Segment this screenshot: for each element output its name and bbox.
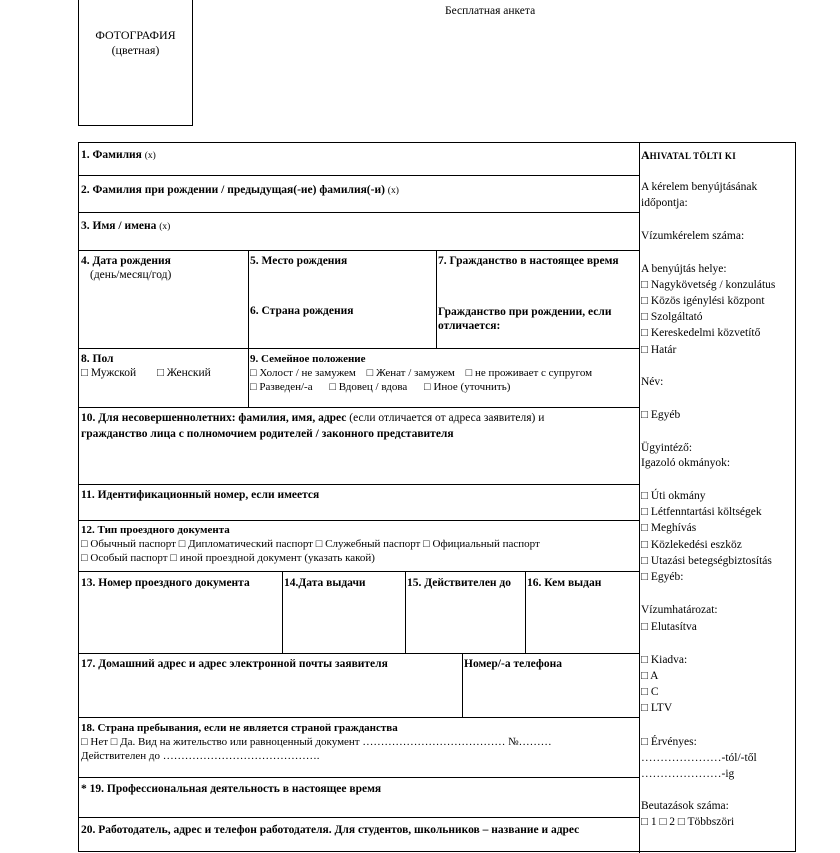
field-document-type [81, 523, 540, 565]
sidebar-name: Név: [641, 376, 664, 388]
row-divider [79, 250, 639, 251]
sidebar-checkbox-issued[interactable]: □ Kiadva: [641, 654, 688, 666]
field-residence-country [81, 721, 552, 763]
sidebar-checkbox-subsistence[interactable]: □ Létfenntartási költségek [641, 506, 762, 518]
field-nationality-label[interactable]: 7. Гражданство в настоящее время [438, 255, 619, 267]
sidebar-checkbox-provider[interactable]: □ Szolgáltató [641, 311, 703, 323]
field-surname-label: 1. Фамилия [81, 149, 142, 161]
sidebar-checkbox-insurance[interactable]: □ Utazási betegségbiztosítás [641, 555, 772, 567]
sidebar-application-number: Vízumkérelem száma: [641, 230, 745, 242]
col-divider [248, 250, 249, 348]
field-residence-country-label: 18. Страна пребывания, если не является страной гражданства [81, 722, 398, 734]
residence-permit-valid-until[interactable]: Действителен до ……………………………………. [81, 750, 320, 762]
sidebar-entries-count: Beutazások száma: [641, 800, 729, 812]
row-divider [79, 484, 639, 485]
field-home-address-label[interactable]: 17. Домашний адрес и адрес электронной почты заявителя [81, 658, 388, 670]
checkbox-divorced[interactable]: □ Разведен/-а [250, 381, 313, 393]
field-birth-date-label: 4. Дата рождения [81, 255, 171, 267]
field-marital-status-label: 9. Семейное положение [250, 353, 366, 365]
field-birth-date[interactable] [81, 254, 171, 282]
sidebar-checkbox-border[interactable]: □ Határ [641, 344, 677, 356]
checkbox-married[interactable]: □ Женат / замужем [366, 367, 455, 379]
sidebar-submission-place: A benyújtás helye: [641, 263, 727, 275]
col-divider [525, 571, 526, 653]
office-use-letter: A [641, 148, 650, 162]
field-issue-date-label[interactable]: 14.Дата выдачи [284, 577, 366, 589]
sidebar-checkbox-intermediary[interactable]: □ Kereskedelmi közvetítő [641, 327, 761, 339]
field-birth-date-format: (день/месяц/год) [90, 269, 172, 281]
row-divider [79, 817, 639, 818]
application-form [78, 142, 796, 852]
required-mark: (x) [144, 151, 156, 161]
checkbox-single[interactable]: □ Холост / не замужем [250, 367, 356, 379]
row-divider [79, 571, 639, 572]
field-occupation-label[interactable]: * 19. Профессиональная деятельность в настоящее время [81, 783, 382, 795]
row-divider [79, 520, 639, 521]
field-birth-surname-label: 2. Фамилия при рождении / предыдущая(-ие) фамилия(-и) [81, 184, 385, 196]
field-birth-country-label[interactable]: 6. Страна рождения [250, 305, 354, 317]
field-document-number-label[interactable]: 13. Номер проездного документа [81, 577, 250, 589]
row-divider [79, 653, 639, 654]
sidebar-divider [639, 143, 640, 853]
row-divider [79, 175, 639, 176]
col-divider [405, 571, 406, 653]
sidebar-checkbox-c[interactable]: □ C [641, 686, 659, 698]
required-mark: (x) [387, 186, 399, 196]
free-form-note: Бесплатная анкета [445, 5, 536, 17]
document-type-options-row2[interactable]: □ Особый паспорт □ иной проездной документ (указать какой) [81, 552, 375, 564]
row-divider [79, 212, 639, 213]
sidebar-case-officer: Ügyintéző: [641, 442, 693, 454]
sidebar-checkbox-other-doc[interactable]: □ Egyéb: [641, 571, 684, 583]
col-divider [282, 571, 283, 653]
sidebar-supporting-docs: Igazoló okmányok: [641, 457, 731, 469]
checkbox-female[interactable]: □ Женский [156, 367, 211, 379]
checkbox-other[interactable]: □ Иное (уточнить) [424, 381, 511, 393]
office-use-caption: HIVATAL TÖLTI KI [649, 151, 737, 161]
office-use-heading [641, 148, 736, 164]
field-birth-nationality[interactable] [438, 305, 611, 333]
sidebar-submission-date-2: időpontja: [641, 197, 688, 209]
col-divider [462, 653, 463, 717]
field-guardian-note: (если отличается от адреса заявителя) и [346, 412, 545, 424]
sidebar-checkbox-invitation[interactable]: □ Meghívás [641, 522, 697, 534]
residence-permit-options[interactable]: □ Нет □ Да. Вид на жительство или равноценный документ ………………………………… №……… [81, 736, 552, 748]
required-mark: (x) [159, 222, 171, 232]
sidebar-checkbox-valid[interactable]: □ Érvényes: [641, 736, 697, 748]
field-marital-status [250, 352, 592, 394]
photo-title: ФОТОГРАФИЯ [95, 28, 176, 42]
checkbox-widowed[interactable]: □ Вдовец / вдова [329, 381, 408, 393]
field-guardian-label-line2: гражданство лица с полномочием родителей / законного представителя [81, 428, 454, 440]
sidebar-checkbox-travel-doc[interactable]: □ Úti okmány [641, 490, 706, 502]
field-issued-by-label[interactable]: 16. Кем выдан [527, 577, 602, 589]
sidebar-checkbox-transport[interactable]: □ Közlekedési eszköz [641, 539, 742, 551]
field-sex [81, 352, 211, 380]
photo-box [78, 0, 193, 126]
sidebar-submission-date: A kérelem benyújtásának [641, 181, 758, 193]
sidebar-checkbox-embassy[interactable]: □ Nagykövetség / konzulátus [641, 279, 776, 291]
field-birth-nationality-line1: Гражданство при рождении, если [438, 306, 612, 318]
checkbox-male[interactable]: □ Мужской [81, 367, 137, 379]
row-divider [79, 717, 639, 718]
checkbox-separated[interactable]: □ не проживает с супругом [465, 367, 593, 379]
field-guardian-label: 10. Для несовершеннолетних: фамилия, имя, адрес [81, 412, 347, 424]
sidebar-entries-options[interactable]: □ 1 □ 2 □ Többszöri [641, 816, 735, 828]
sidebar-checkbox-refused[interactable]: □ Elutasítva [641, 621, 697, 633]
col-divider [436, 250, 437, 348]
field-first-name-label: 3. Имя / имена [81, 220, 157, 232]
document-type-options-row1[interactable]: □ Обычный паспорт □ Дипломатический паспорт □ Служебный паспорт □ Официальный паспорт [81, 538, 540, 550]
field-id-number-label[interactable]: 11. Идентификационный номер, если имеется [81, 489, 320, 501]
field-phone-label[interactable]: Номер/-а телефона [464, 658, 562, 670]
row-divider [79, 348, 639, 349]
field-surname[interactable] [81, 148, 156, 163]
field-birth-surname[interactable] [81, 183, 399, 198]
col-divider [248, 348, 249, 407]
sidebar-checkbox-ltv[interactable]: □ LTV [641, 702, 673, 714]
sidebar-checkbox-common-center[interactable]: □ Közös igénylési központ [641, 295, 765, 307]
field-employer-label[interactable]: 20. Работодатель, адрес и телефон работодателя. Для студентов, школьников – название и адрес [81, 824, 580, 836]
sidebar-checkbox-other[interactable]: □ Egyéb [641, 409, 681, 421]
sidebar-visa-decision: Vízumhatározat: [641, 604, 718, 616]
sidebar-checkbox-a[interactable]: □ A [641, 670, 659, 682]
row-divider [79, 407, 639, 408]
sidebar-valid-to[interactable]: …………………-ig [641, 768, 735, 780]
field-birth-nationality-line2: отличается: [438, 320, 501, 332]
field-valid-until-label[interactable]: 15. Действителен до [407, 577, 511, 589]
field-birth-place-label[interactable]: 5. Место рождения [250, 255, 348, 267]
field-document-type-label: 12. Тип проездного документа [81, 524, 230, 536]
row-divider [79, 777, 639, 778]
field-guardian[interactable] [81, 411, 544, 441]
sidebar-valid-from[interactable]: …………………-tól/-től [641, 752, 757, 764]
photo-subtitle: (цветная) [111, 43, 160, 57]
field-sex-label: 8. Пол [81, 353, 114, 365]
field-first-name[interactable] [81, 219, 170, 234]
